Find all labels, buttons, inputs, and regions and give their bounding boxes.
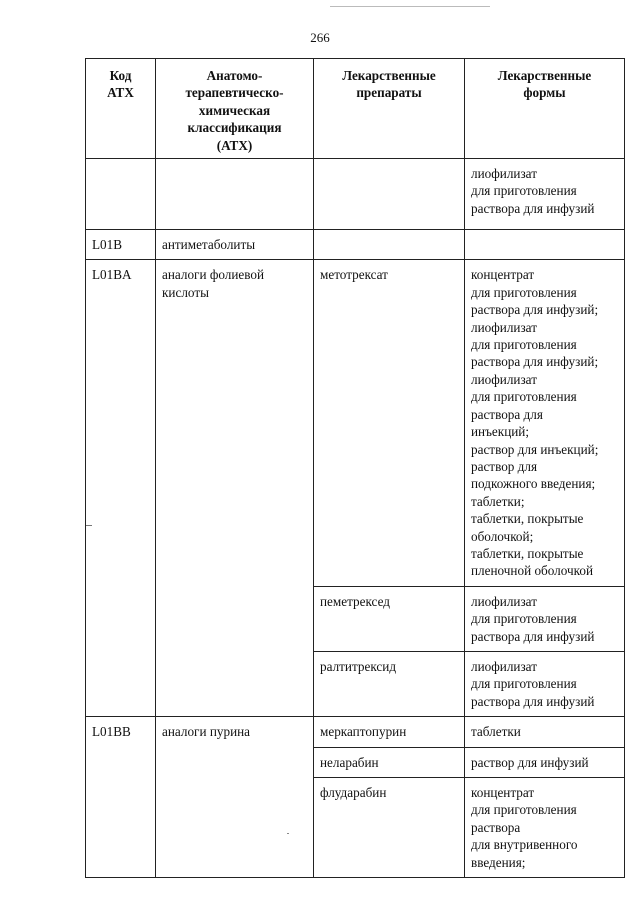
form-line: подкожного введения; [471, 476, 596, 492]
form-line: для приготовления [471, 183, 577, 199]
cell-forms [465, 651, 625, 716]
header-atc: Анатомо- терапевтическо- химическая классификация (АТХ) [156, 59, 314, 159]
form-line: таблетки; [471, 493, 525, 509]
form-line: лиофилизат [471, 658, 537, 674]
form-line: таблетки, покрытые [471, 511, 584, 527]
table-row [86, 717, 625, 747]
cell-drug [314, 159, 465, 230]
form-line: раствор для инфузий [471, 754, 589, 770]
form-line: раствора [471, 819, 521, 835]
cell-atc: антиметаболиты [156, 230, 314, 260]
cell-forms [465, 230, 625, 260]
form-line: раствора для инфузий [471, 200, 595, 216]
cell-drug [314, 230, 465, 260]
cell-atc [156, 159, 314, 230]
header-forms: Лекарственные формы [465, 59, 625, 159]
form-line: раствор для [471, 458, 538, 474]
form-line: концентрат [471, 267, 535, 283]
table-row [86, 260, 625, 586]
cell-drug: ралтитрексид [314, 651, 465, 716]
cell-drug: пеметрексед [314, 586, 465, 651]
form-line: лиофилизат [471, 166, 537, 182]
form-line: инъекций; [471, 424, 530, 440]
cell-drug: меркаптопурин [314, 717, 465, 747]
cell-forms [465, 159, 625, 230]
form-line: таблетки, покрытые [471, 545, 584, 561]
cell-code: L01BB [86, 717, 156, 878]
cell-drug: флударабин [314, 778, 465, 878]
form-line: раствора для инфузий [471, 628, 595, 644]
atc-table [85, 58, 625, 878]
cell-code [86, 159, 156, 230]
form-line: для приготовления [471, 389, 577, 405]
header-code: Код АТХ [86, 59, 156, 159]
form-line: концентрат [471, 785, 535, 800]
page-number: 266 [310, 30, 330, 45]
header-drugs: Лекарственные препараты [314, 59, 465, 159]
form-line: для приготовления [471, 284, 577, 300]
cell-atc: аналоги фолиевой кислоты [156, 260, 314, 717]
form-line: раствора для инфузий; [471, 302, 599, 318]
cell-forms [465, 586, 625, 651]
form-line: оболочкой; [471, 528, 534, 544]
form-line: лиофилизат [471, 371, 537, 387]
form-line: раствор для инъекций; [471, 441, 599, 457]
form-line: для приготовления [471, 676, 577, 692]
table-header-row [86, 59, 625, 159]
cell-code: L01B [86, 230, 156, 260]
cell-drug: метотрексат [314, 260, 465, 586]
form-line: лиофилизат [471, 593, 537, 609]
cell-forms [465, 260, 625, 586]
form-line: для приготовления [471, 802, 577, 818]
form-line: для приготовления [471, 337, 577, 353]
form-line: для приготовления [471, 611, 577, 627]
form-line: введения; [471, 854, 526, 870]
form-line: раствора для [471, 406, 543, 422]
form-line: лиофилизат [471, 319, 537, 335]
cell-forms [465, 717, 625, 747]
cell-forms [465, 778, 625, 878]
cell-forms [465, 747, 625, 777]
form-line: таблетки [471, 724, 521, 740]
table-row [86, 230, 625, 260]
form-line: пленочной оболочкой [471, 563, 594, 579]
cell-atc: аналоги пурина [156, 717, 314, 878]
form-line: для внутривенного [471, 837, 578, 853]
cell-code: L01BA [86, 260, 156, 717]
form-line: раствора для инфузий; [471, 354, 599, 370]
cell-drug: неларабин [314, 747, 465, 777]
form-line: раствора для инфузий [471, 693, 595, 709]
top-rule [330, 6, 490, 7]
table-row [86, 159, 625, 230]
